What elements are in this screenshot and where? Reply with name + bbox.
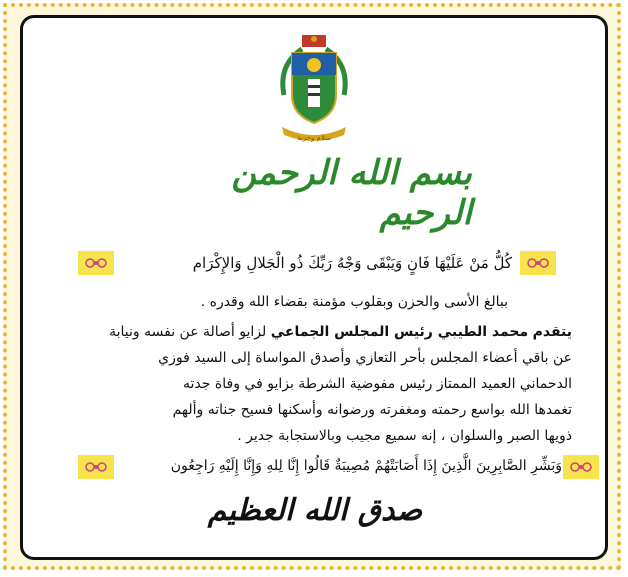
basmala-text: بسم الله الرحمن الرحيم xyxy=(231,152,472,233)
ornament-icon xyxy=(520,251,556,275)
emblem-motto: سلام وحرية xyxy=(297,134,331,142)
body-line-5: ذويها الصبر والسلوان ، إنه سميع مجيب وبالاستجابة جدير . xyxy=(237,428,572,444)
quran-verse-1: كُلُّ مَنْ عَلَيْهَا فَانٍ وَيَبْقَى وَجْهُ رَبِّكَ ذُو الْجَلالِ وَالإِكْرَام xyxy=(192,254,512,272)
body-line-3: الدحماني العميد الممتاز رئيس مفوضية الشرطة بزايو في وفاة جدته xyxy=(183,376,572,392)
coat-of-arms-icon xyxy=(274,35,354,145)
body-line-2: عن باقي أعضاء المجلس بأحر التعازي وأصدق المواساة إلى السيد فوزي xyxy=(158,350,572,366)
body-line-4: تغمدها الله بواسع رحمته ومغفرته ورضوانه وأسكنها فسيح جناته وألهم xyxy=(172,402,572,418)
body-line-1 xyxy=(109,324,572,340)
basmala-calligraphy xyxy=(172,152,472,233)
sender-name: محمد الطيبي رئيس المجلس الجماعي xyxy=(270,324,529,340)
quran-verse-2: وَبَشِّرِ الصَّابِرِينَ الَّذِينَ إِذَا أَصَابَتْهُمْ مُصِيبَةٌ قَالُوا إِنَّا لِلهِ وَإِنَّا إِلَيْهِ رَاجِعُون xyxy=(170,458,562,474)
closing-text: صدق الله العظيم xyxy=(207,492,423,528)
closing-calligraphy xyxy=(180,480,450,540)
ornament-icon xyxy=(78,251,114,275)
body-line-1-prefix: يتقدم xyxy=(532,324,572,340)
ornament-icon xyxy=(563,455,599,479)
body-line-1-suffix: لزايو أصالة عن نفسه ونيابة xyxy=(109,324,267,340)
intro-line: ببالغ الأسى والحزن وبقلوب مؤمنة بقضاء الله وقدره . xyxy=(200,294,508,310)
ornament-icon xyxy=(78,455,114,479)
